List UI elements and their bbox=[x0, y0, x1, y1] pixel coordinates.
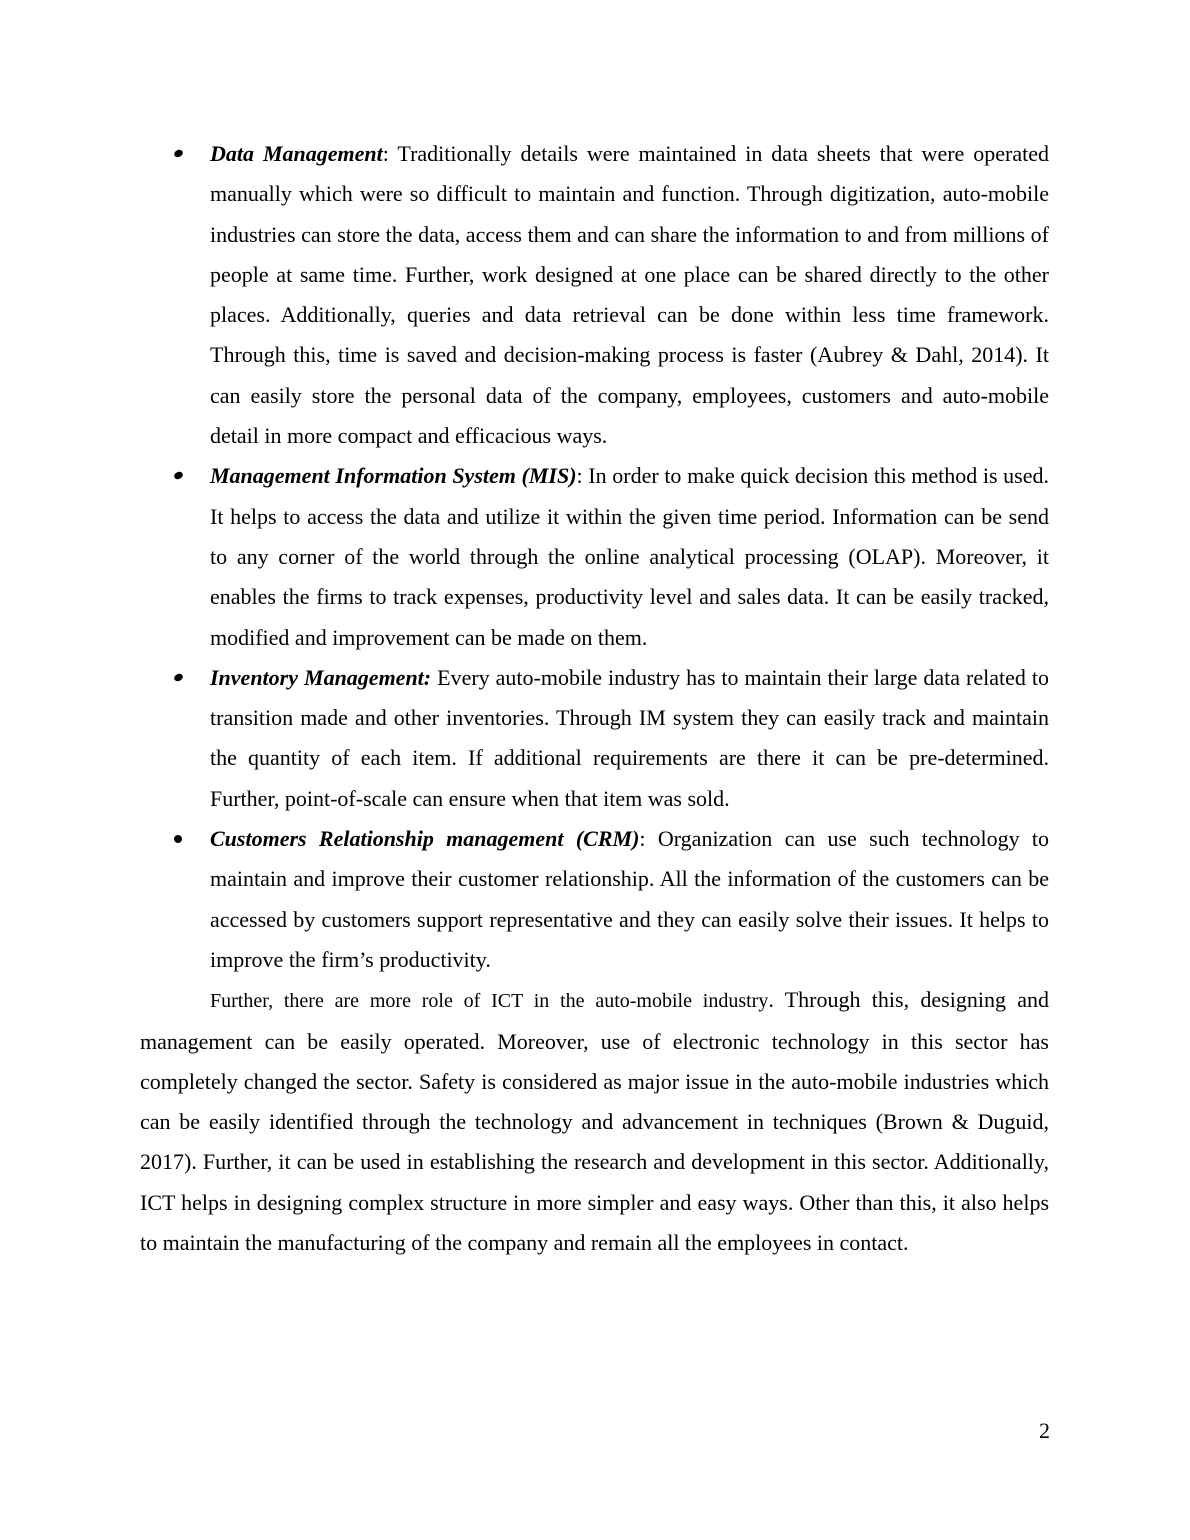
bullet-text: Every auto-mobile industry has to maintain their large data related to transition made and other inventories. Through IM system they can easily track and maintain the quantity of each item. If additional requirements are there it can be pre-determined. Further, point-of-scale can ensure when that item was sold. bbox=[210, 664, 1049, 811]
paragraph-lead: Further, there are more role of ICT in the auto-mobile industry bbox=[210, 990, 769, 1013]
bullet-term: Inventory Management: bbox=[210, 664, 432, 690]
bullet-icon bbox=[173, 672, 184, 682]
bullet-icon bbox=[173, 148, 184, 158]
bullet-separator: : bbox=[576, 463, 583, 489]
page-number: 2 bbox=[1039, 1418, 1050, 1443]
bullet-separator: : bbox=[382, 141, 389, 166]
page-body bbox=[140, 134, 1049, 1263]
bullet-text: Organization can use such technology to maintain and improve their customer relationship. All the information of the customers can be accessed by customers support representative and they can easily solve their issues. It helps to improve the firm’s productivity. bbox=[210, 826, 1050, 972]
bullet-separator: : bbox=[639, 826, 646, 852]
body-paragraph bbox=[140, 980, 1049, 1263]
bullet-item-mis bbox=[140, 456, 1049, 657]
bullet-text: Traditionally details were maintained in data sheets that were operated manually which were so difficult to maintain and function. Through digitization, auto-mobile industries can store the data, access them and can share the information to and from millions of people at same time. Further, work designed at one place can be shared directly to the other places. Additionally, queries and data retrieval can be done within less time framework. Through this, time is saved and decision-making process is faster (Aubrey & Dahl, 2014). It can easily store the personal data of the company, employees, customers and auto-mobile detail in more compact and efficacious ways. bbox=[210, 141, 1049, 449]
bullet-item-inventory-management bbox=[140, 658, 1049, 819]
bullet-text: In order to make quick decision this method is used. It helps to access the data and utilize it within the given time period. Information can be send to any corner of the world through the online analytical processing (OLAP). Moreover, it enables the firms to track expenses, productivity level and sales data. It can be easily tracked, modified and improvement can be made on them. bbox=[210, 463, 1050, 650]
bullet-term: Data Management bbox=[210, 141, 383, 166]
bullet-item-crm bbox=[140, 819, 1049, 980]
bullet-icon bbox=[173, 471, 184, 481]
bullet-term: Customers Relationship management (CRM) bbox=[210, 826, 640, 852]
bullet-item-data-management bbox=[140, 134, 1049, 456]
bullet-list bbox=[140, 134, 1049, 980]
bullet-term: Management Information System (MIS) bbox=[210, 463, 577, 489]
bullet-icon bbox=[174, 835, 182, 843]
paragraph-text: . Through this, designing and management can be easily operated. Moreover, use of electronic technology in this sector has completely changed the sector. Safety is considered as major issue in the auto-mobile industries which can be easily identified through the technology and advancement in techniques (Brown & Duguid, 2017). Further, it can be used in establishing the research and development in this sector. Additionally, ICT helps in designing complex structure in more simpler and easy ways. Other than this, it also helps to maintain the manufacturing of the company and remain all the employees in contact. bbox=[140, 987, 1050, 1256]
